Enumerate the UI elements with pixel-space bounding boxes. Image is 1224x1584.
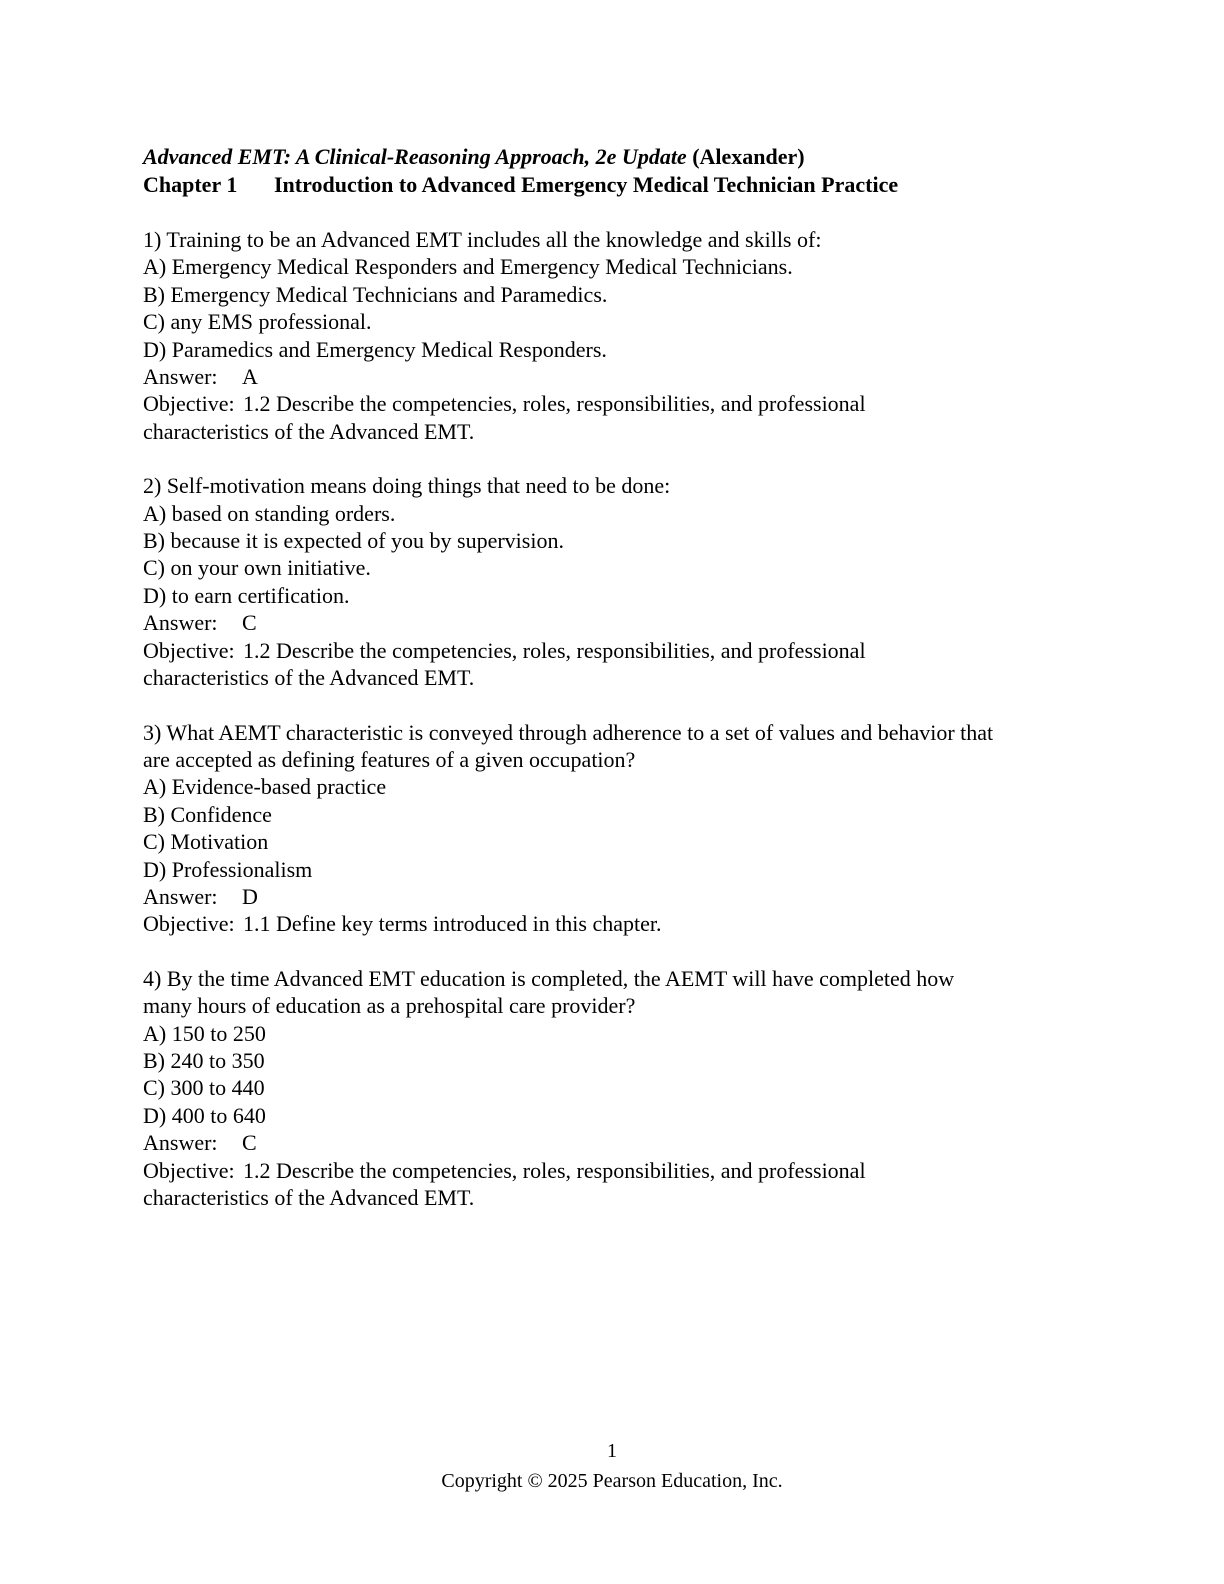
objective-line (143, 910, 1083, 937)
book-author: (Alexander) (692, 144, 805, 169)
question-3 (143, 719, 1083, 938)
page-number: 1 (607, 1440, 617, 1462)
objective-label: Objective: (143, 1157, 235, 1183)
objective-label: Objective: (143, 637, 235, 663)
answer-value: C (242, 1130, 257, 1156)
question-4 (143, 965, 1083, 1212)
option-c: C) on your own initiative. (143, 555, 371, 581)
answer-label: Answer: (143, 610, 218, 636)
answer-label: Answer: (143, 1130, 218, 1156)
question-stem: 3) What AEMT characteristic is conveyed through adherence to a set of values and behavior that (143, 719, 994, 745)
objective-line (143, 390, 1083, 417)
copyright-notice: Copyright © 2025 Pearson Education, Inc. (441, 1470, 783, 1492)
option-b: B) Emergency Medical Technicians and Paramedics. (143, 281, 608, 307)
answer-line (143, 609, 1083, 636)
option-c: C) Motivation (143, 829, 269, 855)
question-stem: 1) Training to be an Advanced EMT includes all the knowledge and skills of: (143, 227, 822, 252)
objective-continuation: characteristics of the Advanced EMT. (143, 1185, 475, 1210)
answer-label: Answer: (143, 883, 218, 909)
answer-label: Answer: (143, 364, 218, 390)
option-b: B) because it is expected of you by supervision. (143, 528, 564, 554)
question-stem: 2) Self-motivation means doing things that need to be done: (143, 473, 671, 499)
book-title: Advanced EMT: A Clinical-Reasoning Approach, 2e Update (143, 144, 687, 169)
option-d: D) Paramedics and Emergency Medical Responders. (143, 336, 607, 362)
question-2 (143, 472, 1083, 691)
option-c: C) any EMS professional. (143, 309, 372, 335)
objective-text: 1.2 Describe the competencies, roles, responsibilities, and professional (243, 391, 866, 417)
objective-text: 1.1 Define key terms introduced in this chapter. (243, 911, 662, 937)
objective-text: 1.2 Describe the competencies, roles, responsibilities, and professional (243, 637, 866, 663)
book-title-line (143, 143, 1083, 171)
option-d: D) 400 to 640 (143, 1102, 266, 1128)
chapter-title: Introduction to Advanced Emergency Medical Technician Practice (274, 172, 899, 197)
option-a: A) Evidence-based practice (143, 774, 387, 800)
answer-line (143, 363, 1083, 390)
objective-label: Objective: (143, 911, 235, 937)
option-a: A) based on standing orders. (143, 500, 396, 526)
option-d: D) Professionalism (143, 856, 313, 882)
chapter-label: Chapter 1 (143, 172, 238, 197)
question-1 (143, 226, 1083, 445)
objective-continuation: characteristics of the Advanced EMT. (143, 665, 475, 691)
option-d: D) to earn certification. (143, 582, 350, 608)
chapter-heading (143, 171, 1083, 199)
option-b: B) 240 to 350 (143, 1047, 265, 1073)
objective-line (143, 637, 1083, 664)
question-stem-continuation: many hours of education as a prehospital care provider? (143, 993, 636, 1019)
document-page (143, 143, 1083, 1211)
answer-value: D (242, 883, 258, 909)
option-b: B) Confidence (143, 801, 272, 827)
objective-label: Objective: (143, 391, 235, 417)
answer-line (143, 883, 1083, 910)
question-stem: 4) By the time Advanced EMT education is completed, the AEMT will have completed how (143, 965, 955, 991)
question-stem-continuation: are accepted as defining features of a given occupation? (143, 746, 636, 772)
answer-value: C (242, 610, 257, 636)
answer-value: A (242, 364, 258, 390)
objective-line (143, 1157, 1083, 1184)
option-a: A) Emergency Medical Responders and Emergency Medical Technicians. (143, 254, 793, 280)
option-a: A) 150 to 250 (143, 1020, 266, 1046)
objective-continuation: characteristics of the Advanced EMT. (143, 418, 475, 444)
option-c: C) 300 to 440 (143, 1075, 265, 1101)
objective-text: 1.2 Describe the competencies, roles, responsibilities, and professional (243, 1157, 866, 1183)
answer-line (143, 1129, 1083, 1156)
